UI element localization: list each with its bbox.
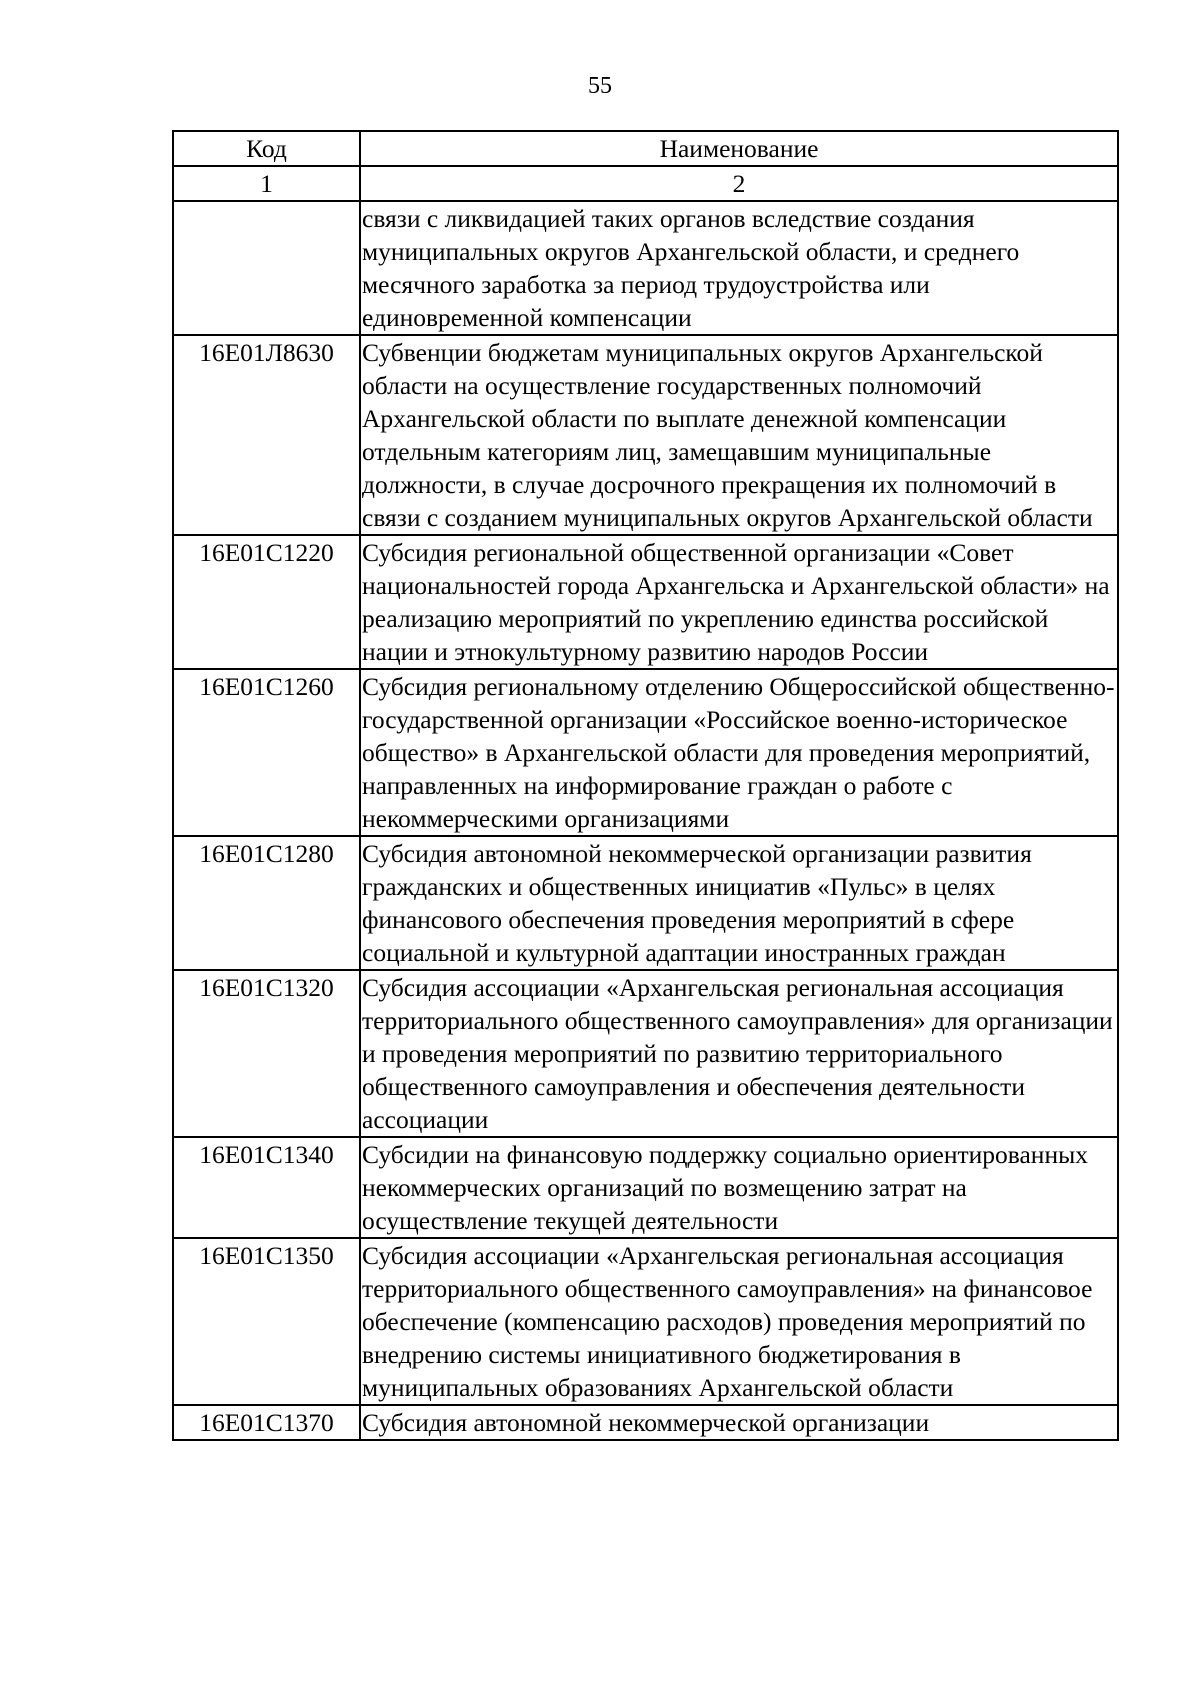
row-code: 16Е01С1340 — [173, 1137, 360, 1238]
table-row — [173, 970, 1118, 1137]
page-number: 55 — [588, 73, 612, 99]
row-code: 16Е01Л8630 — [173, 335, 360, 535]
row-name: Субсидия ассоциации «Архангельская региональная ассоциация территориального общественного самоуправления» для организации и проведения мероприятий по развитию территориального общественного самоуправления и обеспечения деятельности ассоциации — [360, 970, 1118, 1137]
row-name: Субвенции бюджетам муниципальных округов Архангельской области на осуществление государственных полномочий Архангельской области по выплате денежной компенсации отдельным категориям лиц, замещавшим муниципальные должности, в случае досрочного прекращения их полномочий в связи с созданием муниципальных округов Архангельской области — [360, 335, 1118, 535]
table-row — [173, 1405, 1118, 1440]
row-code: 16Е01С1350 — [173, 1238, 360, 1405]
header-name: Наименование — [360, 131, 1118, 166]
row-code: 16Е01С1370 — [173, 1405, 360, 1440]
row-code: 16Е01С1320 — [173, 970, 360, 1137]
header-code: Код — [173, 131, 360, 166]
row-code: 16Е01С1280 — [173, 836, 360, 970]
budget-codes-table — [172, 130, 1119, 1441]
header-row — [173, 131, 1118, 166]
column-number-row — [173, 166, 1118, 201]
table-row — [173, 1238, 1118, 1405]
row-name: Субсидия региональному отделению Общероссийской общественно-государственной организации «Российское военно-историческое общество» в Архангельской области для проведения мероприятий, направленных на информирование граждан о работе с некоммерческими организациями — [360, 669, 1118, 836]
row-name: Субсидия региональной общественной организации «Совет национальностей города Архангельска и Архангельской области» на реализацию мероприятий по укреплению единства российской нации и этнокультурному развитию народов России — [360, 535, 1118, 669]
table-row — [173, 535, 1118, 669]
row-name: Субсидия автономной некоммерческой организации развития гражданских и общественных инициатив «Пульс» в целях финансового обеспечения проведения мероприятий в сфере социальной и культурной адаптации иностранных граждан — [360, 836, 1118, 970]
row-name: Субсидия автономной некоммерческой организации — [360, 1405, 1118, 1440]
row-code: 16Е01С1260 — [173, 669, 360, 836]
table-row — [173, 1137, 1118, 1238]
row-code: 16Е01С1220 — [173, 535, 360, 669]
table-row — [173, 669, 1118, 836]
table-row — [173, 836, 1118, 970]
column-number-code: 1 — [173, 166, 360, 201]
row-name: Субсидии на финансовую поддержку социально ориентированных некоммерческих организаций по возмещению затрат на осуществление текущей деятельности — [360, 1137, 1118, 1238]
table-row — [173, 201, 1118, 335]
table-row — [173, 335, 1118, 535]
row-code — [173, 201, 360, 335]
column-number-name: 2 — [360, 166, 1118, 201]
row-name: связи с ликвидацией таких органов вследствие создания муниципальных округов Архангельской области, и среднего месячного заработка за период трудоустройства или единовременной компенсации — [360, 201, 1118, 335]
row-name: Субсидия ассоциации «Архангельская региональная ассоциация территориального общественного самоуправления» на финансовое обеспечение (компенсацию расходов) проведения мероприятий по внедрению системы инициативного бюджетирования в муниципальных образованиях Архангельской области — [360, 1238, 1118, 1405]
